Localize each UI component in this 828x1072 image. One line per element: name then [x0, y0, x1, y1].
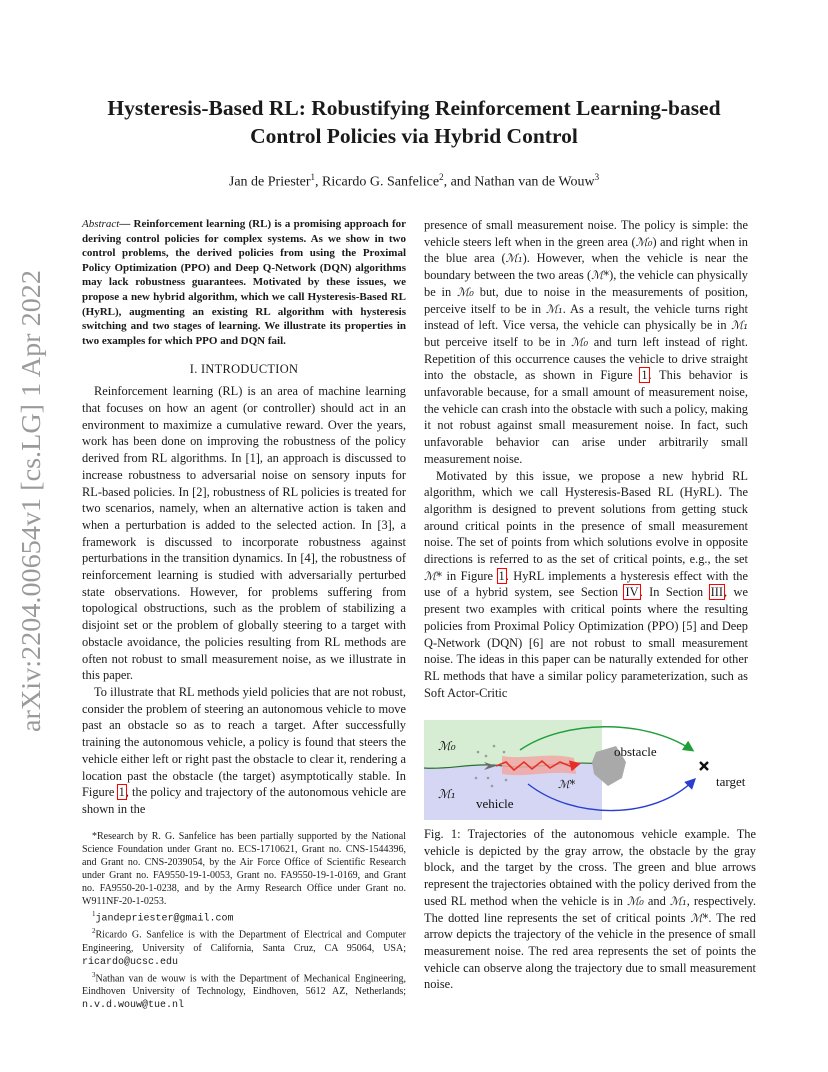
label-target: target	[716, 774, 746, 789]
math-mstar: ℳ*	[424, 568, 443, 583]
arxiv-stamp-text: arXiv:2204.00654v1 [cs.LG] 1 Apr 2022	[16, 289, 46, 732]
abstract-lead: Abstract	[82, 218, 120, 230]
intro-paragraph-1: Reinforcement learning (RL) is an area of machine learning that focuses on how an agent (or controller) should act in an environment to maximize a cumulative reward. Over the years, work has been done on improving the robustness of the policy derived from RL algorithms. In [1], an approach is discussed to increase robustness to adversarial noise on sensory inputs for RL-based policies. In [2], robustness of RL policies is treated for two scenarios, namely, when an alternative action is taken and when a perturbation is added to the selected action. In [3], a framework is discussed to incorporate robustness against perturbations in the transition dynamics. In [4], the robustness of reinforcement learning is studied with adversarially perturbed state observations. However, for problems suffering from topological obstructions, such as the problem of stabilizing a disjoint set or the problem of globally steering to a target with obstacle avoidance, the policies resulting from RL methods are often not robust to small measurement noise, as we illustrate in this paper.	[82, 384, 406, 683]
math-m1: ℳ₁	[669, 893, 687, 908]
paper-title	[80, 94, 748, 150]
text-run: and turn left instead of right. Repetition of this occurrence causes the vehicle to drive straight into the obstacle, as shown in Figure	[424, 334, 748, 383]
intro-paragraph-4	[424, 468, 748, 702]
text-run: ) and right when in the blue area (	[424, 234, 748, 266]
label-mstar: ℳ*	[558, 778, 576, 791]
footnote-mark: 2	[92, 927, 96, 936]
math-mstar: ℳ*	[690, 910, 709, 925]
math-mstar: ℳ*	[591, 268, 610, 283]
label-obstacle: obstacle	[614, 744, 657, 759]
author-mark: 3	[594, 172, 600, 182]
author-name: Ricardo G. Sanfelice	[322, 174, 440, 190]
author-name: Jan de Priester	[228, 174, 311, 190]
text-run: and	[643, 893, 670, 908]
math-m1: ℳ₁	[505, 251, 523, 266]
text-run: , respectively. The dotted line represents the set of critical points	[424, 893, 756, 925]
text-run: presence of small measurement noise. The policy is simple: the vehicle steers left when in the green area (	[424, 218, 748, 249]
text-run: . This behavior is unfavorable because, for a small amount of measurement noise, the vehicle can crash into the obstacle with such a policy, making it not robust against small measurement noise. In fact, such unfavorable behavior can arise under arbitrarily small measurement noise.	[424, 368, 749, 466]
abstract-text: — Reinforcement learning (RL) is a promising approach for deriving control policies for complex systems. As we show in two control problems, the derived policies from using the Proximal Policy Optimization (PPO) and Deep Q-Network (DQN) algorithms may lack robustness guarantees. Motivated by these issues, we propose a new hybrid algorithm, which we call Hysteresis-Based RL (HyRL), augmenting an existing RL algorithm with hysteresis switching and two stages of learning. We illustrate its properties in two examples for which PPO and DQN fail.	[82, 218, 406, 347]
math-m1: ℳ₁	[731, 318, 748, 333]
footnote-mark: 1	[92, 910, 96, 918]
label-vehicle: vehicle	[476, 796, 514, 811]
intro-paragraph-3	[424, 217, 748, 468]
footnote-author-1	[82, 908, 406, 925]
footnote-affiliation: Nathan van de wouw is with the Department of Mechanical Engineering, Eindhoven University of Technology, Eindhoven, 5612 AZ, Netherlands;	[82, 972, 406, 997]
math-m0: ℳ₀	[626, 893, 644, 908]
figure-1-link[interactable]: 1	[118, 785, 125, 800]
footnote-affiliation: Ricardo G. Sanfelice is with the Department of Electrical and Computer Engineering, University of California, Santa Cruz, CA 95064, USA;	[82, 929, 406, 954]
footnotes	[82, 830, 406, 1012]
text-run: . The red arrow depicts the trajectory of the vehicle in the presence of small measurement noise. The red area represents the set of points the vehicle can observe along the trajectory due to small measurement noise.	[424, 910, 756, 992]
target-cross	[700, 762, 708, 770]
left-column	[82, 217, 406, 818]
email-link[interactable]: ricardo@ucsc.edu	[82, 956, 179, 968]
text-run: Fig. 1: Trajectories of the autonomous vehicle example. The vehicle is depicted by the gray arrow, the obstacle by the gray block, and the target by the cross. The green and blue arrows represent the trajectories obtained with the policy derived from the used RL method when the vehicle is in	[424, 827, 756, 908]
text-run: ), the vehicle can physically be in	[424, 268, 748, 299]
author-mark: 1	[310, 172, 316, 182]
section-iii-link[interactable]: III	[710, 585, 723, 600]
arxiv-stamp	[14, 266, 46, 736]
section-heading-introduction: I. INTRODUCTION	[189, 362, 299, 377]
email-link[interactable]: n.v.d.wouw@tue.nl	[82, 999, 185, 1011]
figure-1-diagram	[424, 716, 756, 822]
math-m0: ℳ₀	[635, 234, 653, 249]
footnote-author-3	[82, 969, 406, 1012]
text-run: , we present two examples with critical points where the resulting policies from Proximal Policy Optimization (PPO) [5] and Deep Q-Network (DQN) [6] are not robust to small measurement noise. The ideas in this paper can be naturally extended for other RL methods that have a similar policy parameterization, such as Soft Actor-Critic	[424, 585, 748, 700]
math-m1: ℳ₁	[545, 301, 563, 316]
text-run: in Figure	[442, 568, 498, 583]
intro-paragraph-2-end: , the policy and trajectory of the autonomous vehicle are shown in the	[82, 785, 406, 816]
text-run: ). However, when the vehicle is near the boundary between the two areas (	[424, 251, 748, 283]
text-run: but perceive itself to be in	[424, 334, 572, 349]
title-line-2: Control Policies via Hybrid Control	[250, 124, 578, 148]
label-m1: ℳ₁	[438, 787, 456, 801]
text-run: but, due to noise in the measurements of position, perceive itself to be in	[424, 284, 749, 316]
intro-paragraph-2	[82, 684, 406, 818]
figure-1	[424, 716, 756, 822]
math-m0: ℳ₀	[571, 334, 589, 349]
text-run: . HyRL implements a hysteresis effect with the use of a hybrid system, see Section	[424, 568, 748, 600]
text-run: . As a result, the vehicle turns right instead of left. Vice versa, the vehicle can physically be in	[424, 301, 748, 333]
title-line-1: Hysteresis-Based RL: Robustifying Reinforcement Learning-based	[107, 96, 721, 120]
author-separator: ,	[315, 174, 323, 190]
noise-area	[502, 756, 576, 775]
section-iv-link[interactable]: IV	[625, 585, 639, 600]
text-run: . In Section	[639, 585, 710, 600]
figure-1-caption	[424, 826, 756, 993]
intro-paragraph-2-text: To illustrate that RL methods yield policies that are not robust, consider the problem of steering an autonomous vehicle to move past an obstacle so as to reach a target. After successfully training the autonomous vehicle, a policy is found that steers the vehicle either left or right past the obstacle to clear it, rendering a location past the obstacle (the target) asymptotically stable. In Figure	[82, 685, 406, 800]
right-column	[424, 217, 748, 701]
math-m0: ℳ₀	[457, 284, 474, 299]
email-link[interactable]: jandepriester@gmail.com	[95, 913, 234, 925]
abstract	[82, 217, 406, 348]
figure-1-link[interactable]: 1	[641, 368, 648, 383]
figure-1-link[interactable]: 1	[498, 568, 505, 583]
author-list	[80, 172, 748, 191]
author-name: Nathan van de Wouw	[474, 174, 595, 190]
text-run: Motivated by this issue, we propose a new hybrid RL algorithm, which we call Hysteresis-Based RL (HyRL). The algorithm is designed to prevent solutions from getting stuck around critical points in the presence of small measurement noise. The set of points from which solutions evolve in opposite directions is referred to as the set of critical points, e.g., the set	[424, 468, 748, 567]
label-m0: ℳ₀	[438, 739, 456, 753]
footnote-author-2	[82, 925, 406, 968]
author-mark: 2	[439, 172, 444, 182]
author-separator: , and	[443, 174, 475, 190]
footnote-mark: 3	[92, 970, 96, 979]
footnote-funding: *Research by R. G. Sanfelice has been partially supported by the National Science Foundation under Grant no. ECS-1710621, Grant no. CNS-1544396, and Grant no. CNS-2039054, by the Air Force Office of Scientific Research under Grant no. FA9550-19-1-0053, Grant no. FA9550-19-1-0169, and Grant no. FA9550-20-1-0238, and by the Army Research Office under Grant no. W911NF-20-1-0253.	[82, 831, 406, 907]
